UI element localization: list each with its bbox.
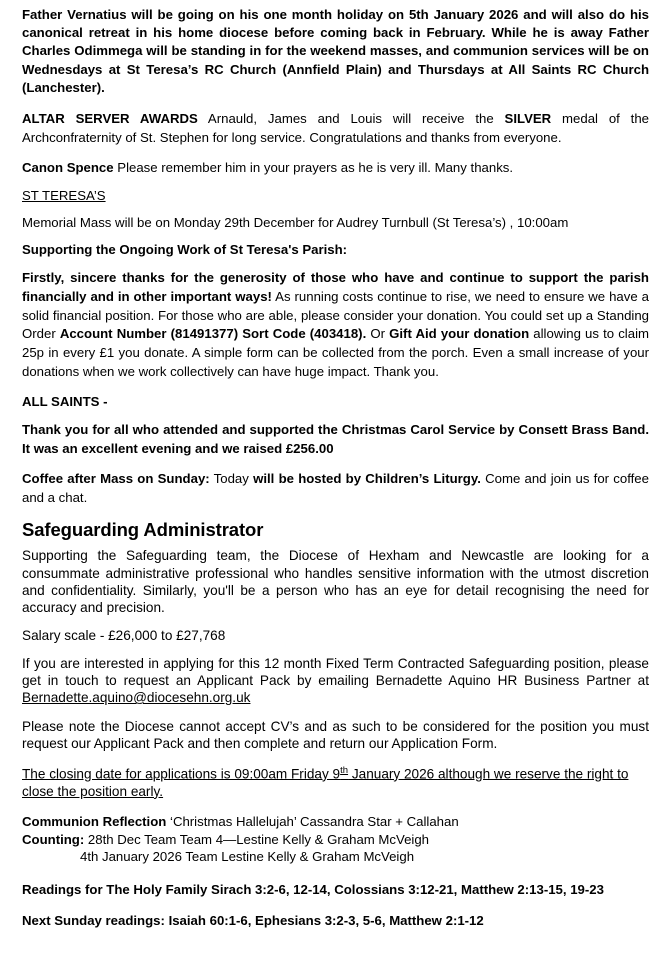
altar-server-awards-text-before: Arnauld, James and Louis will receive the bbox=[197, 111, 505, 127]
altar-server-awards-paragraph bbox=[22, 110, 649, 147]
safeguarding-body: Supporting the Safeguarding team, the Diocese of Hexham and Newcastle are looking for a consummate administrative professional who handles sensitive information with the utmost discretion and confidentiality. Similarly, you'll be a person who has an eye for detail recognising the need for accuracy and precision. bbox=[22, 548, 649, 615]
safeguarding-apply-paragraph bbox=[22, 655, 649, 706]
safeguarding-salary: Salary scale - £26,000 to £27,768 bbox=[22, 627, 226, 643]
altar-server-awards-silver: SILVER bbox=[504, 111, 552, 127]
closing-date-part1: The closing date for applications is 09:00am Friday 9 bbox=[22, 766, 341, 782]
carol-service-text: Thank you for all who attended and supported the Christmas Carol Service by Consett Brass Band. It was an excellent evening and we raised £256.00 bbox=[22, 422, 649, 456]
hr-email-link[interactable]: Bernadette.aquino@diocesehn.org.uk bbox=[22, 690, 251, 706]
next-sunday-readings: Next Sunday readings: Isaiah 60:1-6, Ephesians 3:2-3, 5-6, Matthew 2:1-12 bbox=[22, 913, 484, 929]
counting-line-1 bbox=[22, 832, 649, 847]
communion-reflection-line bbox=[22, 814, 649, 829]
support-text-running-costs: As running costs continue to rise, we need to ensure we have a solid financial position. For those who are able, please consider your donation. You could set up a Standing Order bbox=[22, 288, 649, 342]
safeguarding-note: Please note the Diocese cannot accept CV’s and as such to be considered for the position you must request our Applicant Pack and then complete and return our Application Form. bbox=[22, 719, 649, 752]
canon-spence-paragraph bbox=[22, 160, 649, 175]
communion-reflection-text: ‘Christmas Hallelujah’ Cassandra Star + Callahan bbox=[166, 814, 459, 830]
coffee-text-today: Today bbox=[209, 471, 254, 487]
memorial-mass-text: Memorial Mass will be on Monday 29th December for Audrey Turnbull (St Teresa’s) , 10:00am bbox=[22, 215, 569, 231]
supporting-parish-heading: Supporting the Ongoing Work of St Teresa's Parish: bbox=[22, 242, 348, 258]
coffee-heading: Coffee after Mass on Sunday: bbox=[22, 471, 210, 487]
coffee-host-bold: will be hosted by Children’s Liturgy. bbox=[253, 471, 481, 487]
altar-server-awards-heading: ALTAR SERVER AWARDS bbox=[22, 111, 198, 127]
altar-server-awards-text-after: medal of the Archconfraternity of St. Stephen for long service. Congratulations and thanks from everyone. bbox=[22, 111, 650, 145]
coffee-text-invite: Come and join us for coffee and a chat. bbox=[22, 471, 649, 505]
safeguarding-title: Safeguarding Administrator bbox=[22, 519, 264, 541]
canon-spence-heading: Canon Spence bbox=[22, 160, 114, 176]
readings-holy-family: Readings for The Holy Family Sirach 3:2-6, 12-14, Colossians 3:12-21, Matthew 2:13-15, 19-23 bbox=[22, 882, 604, 898]
support-text-gift-aid-detail: allowing us to claim 25p in every £1 you donate. A simple form can be collected from the porch. Even a small increase of your donations when we work collectively can have huge impact. Thank you. bbox=[22, 326, 649, 379]
support-bold-thanks: Firstly, sincere thanks for the generosity of those who have and continue to support the parish financially and in other important ways! bbox=[22, 270, 649, 304]
safeguarding-apply-text: If you are interested in applying for this 12 month Fixed Term Contracted Safeguarding position, please get in touch to request an Applicant Pack by emailing Bernadette Aquino HR Business Partner at bbox=[22, 655, 649, 689]
support-bold-gift-aid: Gift Aid your donation bbox=[389, 326, 530, 342]
support-bold-account-details: Account Number (81491377) Sort Code (403418). bbox=[59, 326, 367, 342]
counting-label: Counting: bbox=[22, 832, 85, 848]
canon-spence-text: Please remember him in your prayers as he is very ill. Many thanks. bbox=[113, 160, 514, 176]
intro-paragraph: Father Vernatius will be going on his one month holiday on 5th January 2026 and will also do his canonical retreat in his home diocese before coming back in February. While he is away Father Charles Odimmega will be standing in for the weekend masses, and communion services will be on Wednesdays at St Teresa’s RC Church (Annfield Plain) and Thursdays at All Saints RC Church (Lanchester). bbox=[22, 7, 649, 95]
counting-text: 28th Dec Team Team 4—Lestine Kelly & Graham McVeigh bbox=[84, 832, 430, 848]
all-saints-heading: ALL SAINTS - bbox=[22, 394, 108, 410]
coffee-after-mass-paragraph bbox=[22, 470, 649, 507]
closing-date-ordinal: th bbox=[340, 764, 349, 776]
safeguarding-closing-date bbox=[22, 765, 649, 801]
closing-date-part2: January 2026 although we reserve the right to close the position early. bbox=[22, 766, 629, 799]
supporting-parish-body bbox=[22, 269, 649, 381]
support-text-or: Or bbox=[366, 326, 390, 342]
st-teresas-heading: ST TERESA’S bbox=[22, 188, 106, 204]
communion-reflection-label: Communion Reflection bbox=[22, 814, 167, 830]
counting-line-2: 4th January 2026 Team Lestine Kelly & Graham McVeigh bbox=[80, 849, 415, 865]
